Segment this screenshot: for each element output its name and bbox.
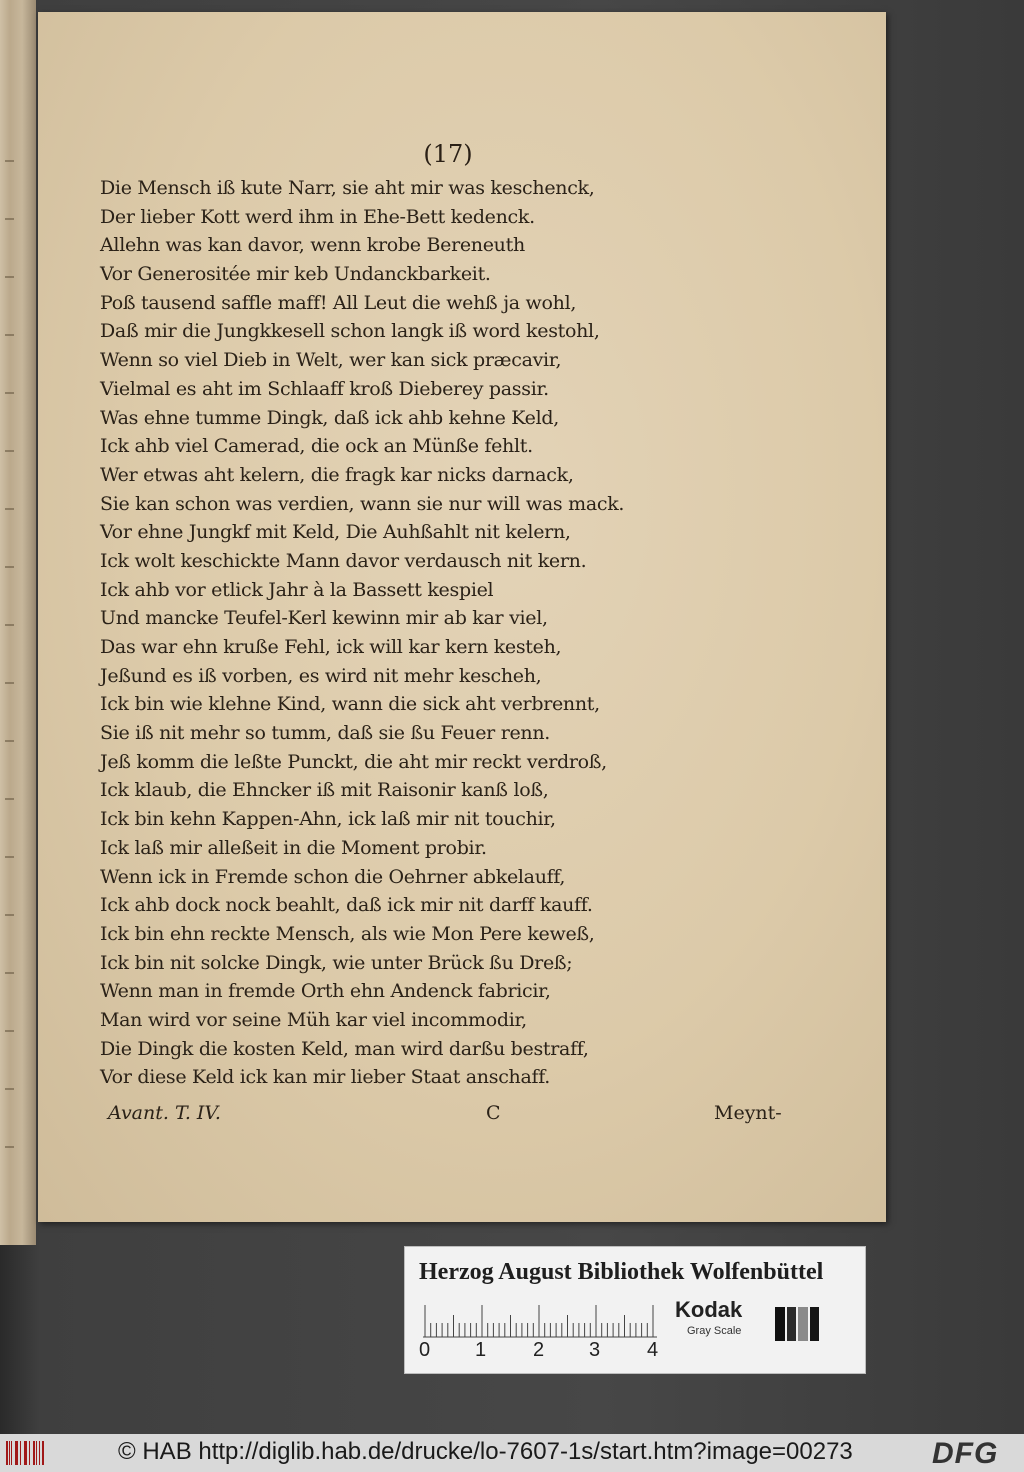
verse-line: Man wird vor seine Müh kar viel incommodir,	[100, 1008, 527, 1031]
edge-mark	[5, 624, 14, 626]
verse-line: Vor Generositée mir keb Undanckbarkeit.	[100, 263, 491, 286]
footer-bar	[0, 1434, 1024, 1472]
verse-line: Ick bin ehn reckte Mensch, als wie Mon Pere keweß,	[100, 922, 595, 945]
verse-line: Ick wolt keschickte Mann davor verdausch nit kern.	[100, 549, 587, 572]
kodak-brand: Kodak	[675, 1297, 743, 1322]
verse-line: Sie kan schon was verdien, wann sie nur will was mack.	[100, 492, 625, 515]
barcode-bar	[39, 1441, 40, 1465]
barcode-bar	[29, 1441, 30, 1465]
verse-line: Ick bin wie klehne Kind, wann die sick aht verbrennt,	[100, 693, 600, 716]
verse-line: Was ehne tumme Dingk, daß ick ahb kehne Keld,	[100, 406, 559, 429]
barcode-bar	[11, 1441, 12, 1465]
verse-text	[100, 174, 680, 1092]
edge-mark	[5, 450, 14, 452]
edge-mark	[5, 160, 14, 162]
scale-label: 2	[533, 1339, 545, 1361]
verse-line: Ick klaub, die Ehncker iß mit Raisonir kanß loß,	[100, 779, 549, 802]
edge-mark	[5, 1088, 14, 1090]
library-color-card	[404, 1246, 866, 1374]
edge-mark	[5, 682, 14, 684]
verse-line: Daß mir die Jungkkesell schon langk iß word kestohl,	[100, 320, 600, 343]
barcode-bar	[26, 1441, 27, 1465]
barcode-bar	[20, 1441, 21, 1465]
edge-mark	[5, 508, 14, 510]
page-number: (17)	[423, 140, 473, 168]
swatch-black	[775, 1307, 785, 1341]
scale-label: 0	[419, 1339, 431, 1361]
swatch-mid	[798, 1307, 808, 1341]
barcode-bar	[33, 1441, 35, 1465]
verse-line: Sie iß nit mehr so tumm, daß sie ßu Feuer renn.	[100, 722, 551, 745]
adjacent-page-edge	[0, 0, 36, 1245]
barcode-icon	[6, 1441, 46, 1465]
library-name: Herzog August Bibliothek Wolfenbüttel	[419, 1259, 824, 1285]
verse-line: Vor diese Keld ick kan mir lieber Staat anschaff.	[100, 1066, 551, 1089]
verse-line: Wenn man in fremde Orth ehn Andenck fabricir,	[100, 980, 551, 1003]
verse-line: Und mancke Teufel-Kerl kewinn mir ab kar viel,	[100, 607, 548, 630]
edge-mark	[5, 334, 14, 336]
barcode-bar	[15, 1441, 17, 1465]
dfg-logo: DFG	[932, 1437, 999, 1470]
verse-line: Jeßund es iß vorben, es wird nit mehr kescheh,	[100, 664, 542, 687]
edge-mark	[5, 276, 14, 278]
verse-line: Die Mensch iß kute Narr, sie aht mir was keschenck,	[100, 177, 595, 199]
ruler-scale	[423, 1303, 657, 1339]
barcode-bar	[17, 1441, 18, 1465]
ruler-labels	[417, 1339, 667, 1365]
edge-mark	[5, 392, 14, 394]
gray-swatches	[775, 1307, 819, 1341]
barcode-bar	[6, 1441, 8, 1465]
verse-line: Ick ahb viel Camerad, die ock an Münße fehlt.	[100, 435, 533, 458]
verse-line: Allehn was kan davor, wenn krobe Bereneuth	[100, 234, 525, 257]
edge-mark	[5, 914, 14, 916]
swatch-dark	[787, 1307, 797, 1341]
barcode-bar	[9, 1441, 10, 1465]
signature-mark: Avant. T. IV.	[108, 1102, 221, 1124]
verse-line: Ick ahb vor etlick Jahr à la Bassett kespiel	[100, 578, 494, 601]
gray-scale-label: Gray Scale	[687, 1325, 742, 1337]
verse-line: Jeß komm die leßte Punckt, die aht mir reckt verdroß,	[100, 750, 607, 773]
scale-label: 4	[647, 1339, 659, 1361]
verse-line: Ick bin kehn Kappen-Ahn, ick laß mir nit touchir,	[100, 808, 556, 831]
edge-mark	[5, 218, 14, 220]
edge-mark	[5, 566, 14, 568]
scale-label: 3	[589, 1339, 601, 1361]
gathering-letter: C	[486, 1102, 501, 1124]
verse-line: Der lieber Kott werd ihm in Ehe-Bett kedenck.	[100, 205, 535, 228]
verse-line: Vor ehne Jungkf mit Keld, Die Auhßahlt nit kelern,	[100, 521, 571, 544]
barcode-bar	[42, 1441, 44, 1465]
verse-line: Das war ehn kruße Fehl, ick will kar kern kesteh,	[100, 636, 562, 658]
swatch-black-2	[810, 1307, 820, 1341]
barcode-bar	[36, 1441, 37, 1465]
edge-mark	[5, 1146, 14, 1148]
verse-line: Wer etwas aht kelern, die fragk kar nicks darnack,	[100, 463, 574, 486]
verse-line: Die Dingk die kosten Keld, man wird darßu bestraff,	[100, 1037, 589, 1060]
edge-mark	[5, 972, 14, 974]
verse-line: Wenn so viel Dieb in Welt, wer kan sick præcavir,	[100, 349, 562, 372]
edge-mark	[5, 798, 14, 800]
verse-line: Ick ahb dock nock beahlt, daß ick mir nit darff kauff.	[100, 894, 593, 917]
verse-line: Wenn ick in Fremde schon die Oehrner abkelauff,	[100, 865, 566, 888]
edge-mark	[5, 856, 14, 858]
edge-mark	[5, 1030, 14, 1032]
verse-line: Poß tausend saffle maff! All Leut die wehß ja wohl,	[100, 291, 577, 314]
copyright-text: © HAB http://diglib.hab.de/drucke/lo-7607-1s/start.htm?image=00273	[118, 1438, 853, 1465]
catchword: Meynt-	[714, 1102, 782, 1124]
verse-line: Ick bin nit solcke Dingk, wie unter Brück ßu Dreß;	[100, 951, 573, 974]
edge-mark	[5, 740, 14, 742]
barcode-bar	[24, 1441, 26, 1465]
scale-label: 1	[475, 1339, 487, 1361]
verse-line: Ick laß mir alleßeit in die Moment probir.	[100, 836, 487, 859]
verse-line: Vielmal es aht im Schlaaff kroß Dieberey passir.	[100, 377, 549, 400]
book-page	[38, 12, 886, 1222]
